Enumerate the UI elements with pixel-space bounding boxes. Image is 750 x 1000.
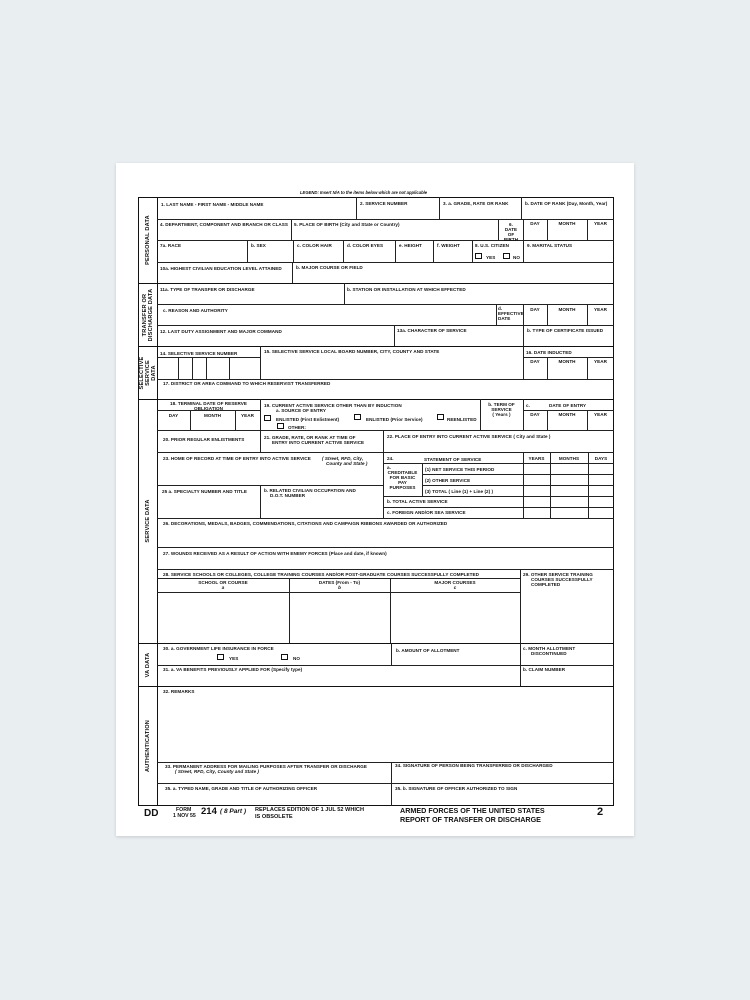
rule (523, 240, 524, 262)
rule (260, 485, 261, 518)
field-17-district-label: 17. DISTRICT OR AREA COMMAND TO WHICH RESERVIST TRANSFERRED (163, 381, 331, 386)
dob-month-label: MONTH (558, 221, 576, 226)
rule (395, 240, 396, 262)
field-29-other-training-label: 29. OTHER SERVICE TRAINING COURSES SUCCESSFULLY COMPLETED (523, 572, 593, 587)
enlisted-first-checkbox[interactable] (264, 415, 271, 421)
rule (157, 240, 614, 241)
rule (178, 357, 179, 379)
dob-year-label: YEAR (594, 221, 607, 226)
footer-page-number: 2 (597, 806, 604, 818)
enlisted-first-label: ENLISTED (First Enlistment) (276, 417, 340, 422)
field-30c-month-discontinued-label: c. MONTH ALLOTMENT DISCONTINUED (523, 646, 576, 656)
rule (523, 452, 524, 518)
rule (391, 762, 392, 806)
field-32-remarks-label: 32. REMARKS (163, 689, 195, 694)
field-7a-race-label: 7a. RACE (160, 243, 182, 248)
field-3b-date-of-rank-label: b. DATE OF RANK (Day, Month, Year) (525, 201, 608, 206)
field-24a-creditable-label: a. CREDITABLE FOR BASIC PAY PURPOSES (387, 465, 418, 490)
section-column-divider (157, 197, 158, 806)
rule (356, 197, 357, 219)
rule (433, 240, 434, 262)
rule (391, 643, 392, 665)
field-1-name-label: 1. LAST NAME - FIRST NAME - MIDDLE NAME (161, 202, 264, 207)
section-label-personal: PERSONAL DATA (145, 215, 151, 265)
rule (292, 262, 293, 283)
schools-major-column-label: MAJOR COURSES c (434, 580, 476, 590)
section-label-va: VA DATA (145, 652, 151, 678)
rule (192, 357, 193, 379)
field-18-terminal-date-label: 18. TERMINAL DATE OF RESERVE OBLIGATION (170, 401, 247, 411)
insurance-no-checkbox[interactable] (281, 654, 288, 660)
field-19b-term-label: b. TERM OF SERVICE ( Years ) (488, 402, 515, 417)
section-separator (138, 346, 614, 347)
terminal-year-label: YEAR (241, 413, 254, 418)
field-30b-allotment-label: b. AMOUNT OF ALLOTMENT (396, 648, 460, 653)
field-35b-officer-signature-label: 35. b. SIGNATURE OF OFFICER AUTHORIZED TO SIGN (395, 786, 518, 791)
enlisted-prior-label: ENLISTED (Prior Service) (366, 417, 423, 422)
field-27-wounds-label: 27. WOUNDS RECEIVED AS A RESULT OF ACTION WITH ENEMY FORCES (Place and date, if known) (163, 551, 387, 556)
section-label-service: SERVICE DATA (145, 499, 151, 543)
schools-dates-column-label: DATES (From - To) b (318, 580, 361, 590)
rule (206, 357, 207, 379)
rule (157, 578, 520, 579)
field-22-place-of-entry-label: 22. PLACE OF ENTRY INTO CURRENT ACTIVE SERVICE ( City and State ) (387, 434, 551, 439)
rule (496, 304, 497, 325)
field-21-grade-at-entry-label: 21. GRADE, RATE, OR RANK AT TIME OF ENTRY INTO CURRENT ACTIVE SERVICE (264, 435, 365, 445)
rule (157, 485, 383, 486)
field-19-current-service-label: 19. CURRENT ACTIVE SERVICE OTHER THAN BY INDUCTION (264, 403, 402, 408)
field-23-address-hint: ( Street, RFD, City, County and State ) (322, 456, 368, 466)
rule (260, 430, 261, 452)
field-11c-reason-label: c. REASON AND AUTHORITY (163, 308, 228, 313)
enlisted-prior-checkbox[interactable] (354, 414, 361, 420)
field-19c-date-of-entry-label: DATE OF ENTRY (549, 403, 587, 408)
rule (293, 240, 294, 262)
field-7d-eyes-label: d. COLOR EYES (347, 243, 384, 248)
field-6-date-of-birth-label: 6. DATE OF BIRTH (503, 222, 519, 242)
section-label-transfer: TRANSFER OR DISCHARGE DATA (142, 288, 154, 342)
rule (157, 304, 614, 305)
sos-line1-label: (1) NET SERVICE THIS PERIOD (425, 467, 495, 472)
field-7e-height-label: e. HEIGHT (399, 243, 422, 248)
field-3a-grade-label: 3. a. GRADE, RATE OR RANK (443, 201, 509, 206)
rule (157, 518, 614, 519)
sos-line3-label: (3) TOTAL ( Line (1) + Line (2) ) (425, 489, 494, 494)
rule (383, 507, 614, 508)
field-2-service-number-label: 2. SERVICE NUMBER (360, 201, 408, 206)
rule (422, 463, 423, 496)
terminal-day-label: DAY (168, 413, 179, 418)
field-19c-label: c. (526, 403, 530, 408)
rule (498, 219, 499, 240)
rule (343, 240, 344, 262)
rule (157, 219, 614, 220)
rule (157, 430, 614, 431)
sos-days-label: DAYS (594, 456, 608, 461)
rule (157, 325, 614, 326)
rule (260, 346, 261, 379)
field-4-department-label: 4. DEPARTMENT, COMPONENT AND BRANCH OR CLASS (160, 222, 289, 227)
field-19a-source-label: a. SOURCE OF ENTRY (276, 408, 326, 413)
field-11b-station-label: b. STATION OR INSTALLATION AT WHICH EFFECTED (347, 287, 466, 292)
rule (439, 197, 440, 219)
rule (472, 240, 473, 262)
form-legend: LEGEND: Insert N/A to the items below which are not applicable (300, 190, 428, 195)
field-15-local-board-label: 15. SELECTIVE SERVICE LOCAL BOARD NUMBER, CITY, COUNTY AND STATE (264, 349, 440, 354)
rule (157, 569, 614, 570)
rule (247, 240, 248, 262)
section-separator (138, 643, 614, 644)
footer-form-date: FORM 1 NOV 55 (173, 807, 196, 819)
rule (291, 219, 292, 240)
rule (550, 452, 551, 518)
rule (394, 325, 395, 346)
section-label-authentication: AUTHENTICATION (145, 719, 151, 773)
eff-month-label: MONTH (558, 307, 576, 312)
rule (523, 325, 524, 346)
inducted-year-label: YEAR (594, 359, 607, 364)
field-16-date-inducted-label: 16. DATE INDUCTED (526, 350, 572, 355)
rule (422, 485, 614, 486)
field-25b-civilian-occupation-label: b. RELATED CIVILIAN OCCUPATION AND D.O.T. NUMBER (264, 488, 356, 498)
rule (157, 592, 520, 593)
field-12-last-duty-label: 12. LAST DUTY ASSIGNMENT AND MAJOR COMMAND (160, 329, 282, 334)
section-separator (138, 686, 614, 687)
entry-day-label: DAY (530, 412, 540, 417)
rule (383, 430, 384, 452)
other-label: OTHER: (288, 425, 306, 430)
field-10a-education-label: 10a. HIGHEST CIVILIAN EDUCATION LEVEL ATTAINED (160, 266, 282, 271)
field-20-prior-enlistments-label: 20. PRIOR REGULAR ENLISTMENTS (163, 437, 245, 442)
rule (520, 569, 521, 643)
field-34-signature-person-label: 34. SIGNATURE OF PERSON BEING TRANSFERRED OR DISCHARGED (395, 763, 553, 768)
field-11a-type-label: 11a. TYPE OF TRANSFER OR DISCHARGE (160, 287, 255, 292)
reenlisted-label: REENLISTED (447, 417, 477, 422)
rule (523, 410, 614, 411)
section-separator (138, 283, 614, 284)
field-7f-weight-label: f. WEIGHT (437, 243, 460, 248)
field-24c-foreign-sea-label: c. FOREIGN AND/OR SEA SERVICE (387, 510, 466, 515)
footer-form-number: 214 (201, 806, 217, 817)
rule (422, 474, 614, 475)
rule (383, 496, 614, 497)
inducted-month-label: MONTH (558, 359, 576, 364)
citizen-yes-checkbox[interactable] (475, 253, 482, 259)
rule (157, 452, 614, 453)
insurance-yes-label: YES (229, 656, 239, 661)
rule (383, 463, 614, 464)
eff-year-label: YEAR (594, 307, 607, 312)
sos-months-label: MONTHS (558, 456, 580, 461)
field-11d-effective-date-label: d. EFFECTIVE DATE (498, 306, 524, 321)
field-35a-officer-name-label: 35. a. TYPED NAME, GRADE AND TITLE OF AUTHORIZING OFFICER (165, 786, 318, 791)
rule (260, 399, 261, 430)
citizen-yes-label: YES (486, 255, 496, 260)
insurance-no-label: NO (293, 656, 300, 661)
field-23-home-of-record-label: 23. HOME OF RECORD AT TIME OF ENTRY INTO ACTIVE SERVICE (163, 456, 311, 461)
reenlisted-checkbox[interactable] (437, 414, 444, 420)
rule (521, 197, 522, 219)
rule (588, 452, 589, 518)
rule (344, 283, 345, 304)
rule (229, 357, 230, 379)
field-24b-total-active-label: b. TOTAL ACTIVE SERVICE (387, 499, 448, 504)
field-5-place-of-birth-label: 5. PLACE OF BIRTH (City and State or Country) (294, 222, 400, 227)
field-28-schools-label: 28. SERVICE SCHOOLS OR COLLEGES, COLLEGE TRAINING COURSES AND/OR POST-GRADUATE COURSES SUCCESSFULLY COMPLETED (163, 572, 479, 577)
field-33-permanent-address-label: 33. PERMANENT ADDRESS FOR MAILING PURPOSES AFTER TRANSFER OR DISCHARGE ( Street, RFD, City, County and State ) (165, 764, 367, 774)
footer-part: ( 8 Part ) (220, 808, 247, 815)
field-7b-sex-label: b. SEX (251, 243, 266, 248)
rule (157, 665, 614, 666)
statement-of-service-label: STATEMENT OF SERVICE (424, 457, 482, 462)
field-24-label: 24. (387, 456, 394, 461)
rule (523, 357, 614, 358)
field-8-citizen-label: 8. U.S. CITIZEN (475, 243, 509, 248)
citizen-no-label: NO (513, 255, 520, 260)
sos-years-label: YEARS (528, 456, 545, 461)
rule (157, 547, 614, 548)
eff-day-label: DAY (530, 307, 540, 312)
inducted-day-label: DAY (530, 359, 540, 364)
rule (520, 643, 521, 686)
dob-day-label: DAY (530, 221, 540, 226)
rule (157, 379, 614, 380)
field-25a-specialty-label: 25 a. SPECIALTY NUMBER AND TITLE (162, 489, 247, 494)
footer-dd: DD (144, 808, 159, 819)
rule (157, 262, 614, 263)
field-13b-certificate-label: b. TYPE OF CERTIFICATE ISSUED (527, 328, 604, 333)
field-31a-va-benefits-label: 31. a. VA BENEFITS PREVIOUSLY APPLIED FOR (Specify type) (163, 667, 303, 672)
field-7c-hair-label: c. COLOR HAIR (297, 243, 332, 248)
sos-line2-label: (2) OTHER SERVICE (425, 478, 471, 483)
field-31b-claim-number-label: b. CLAIM NUMBER (523, 667, 566, 672)
citizen-no-checkbox[interactable] (503, 253, 510, 259)
terminal-month-label: MONTH (203, 413, 222, 418)
entry-year-label: YEAR (594, 412, 607, 417)
entry-month-label: MONTH (558, 412, 576, 417)
rule (157, 357, 260, 358)
insurance-yes-checkbox[interactable] (217, 654, 224, 660)
schools-school-column-label: SCHOOL OR COURSE a (198, 580, 248, 590)
footer-replaces: REPLACES EDITION OF 1 JUL 52 WHICH IS OBSOLETE (255, 807, 364, 820)
rule (157, 783, 614, 784)
other-checkbox[interactable] (277, 423, 284, 429)
field-13a-character-label: 13a. CHARACTER OF SERVICE (397, 328, 467, 333)
field-30a-insurance-label: 30. a. GOVERNMENT LIFE INSURANCE IN FORCE (163, 646, 274, 651)
footer-title: ARMED FORCES OF THE UNITED STATES REPORT OF TRANSFER OR DISCHARGE (400, 806, 545, 824)
field-14-ss-number-label: 14. SELECTIVE SERVICE NUMBER (160, 351, 238, 356)
field-26-decorations-label: 26. DECORATIONS, MEDALS, BADGES, COMMENDATIONS, CITATIONS AND CAMPAIGN RIBBONS AWARDED OR AUTHORIZED (163, 521, 448, 526)
field-10b-major-label: b. MAJOR COURSE OR FIELD (296, 265, 363, 270)
field-9-marital-label: 9. MARITAL STATUS (527, 243, 573, 248)
section-label-selective: SELECTIVE SERVICE DATA (139, 356, 157, 390)
